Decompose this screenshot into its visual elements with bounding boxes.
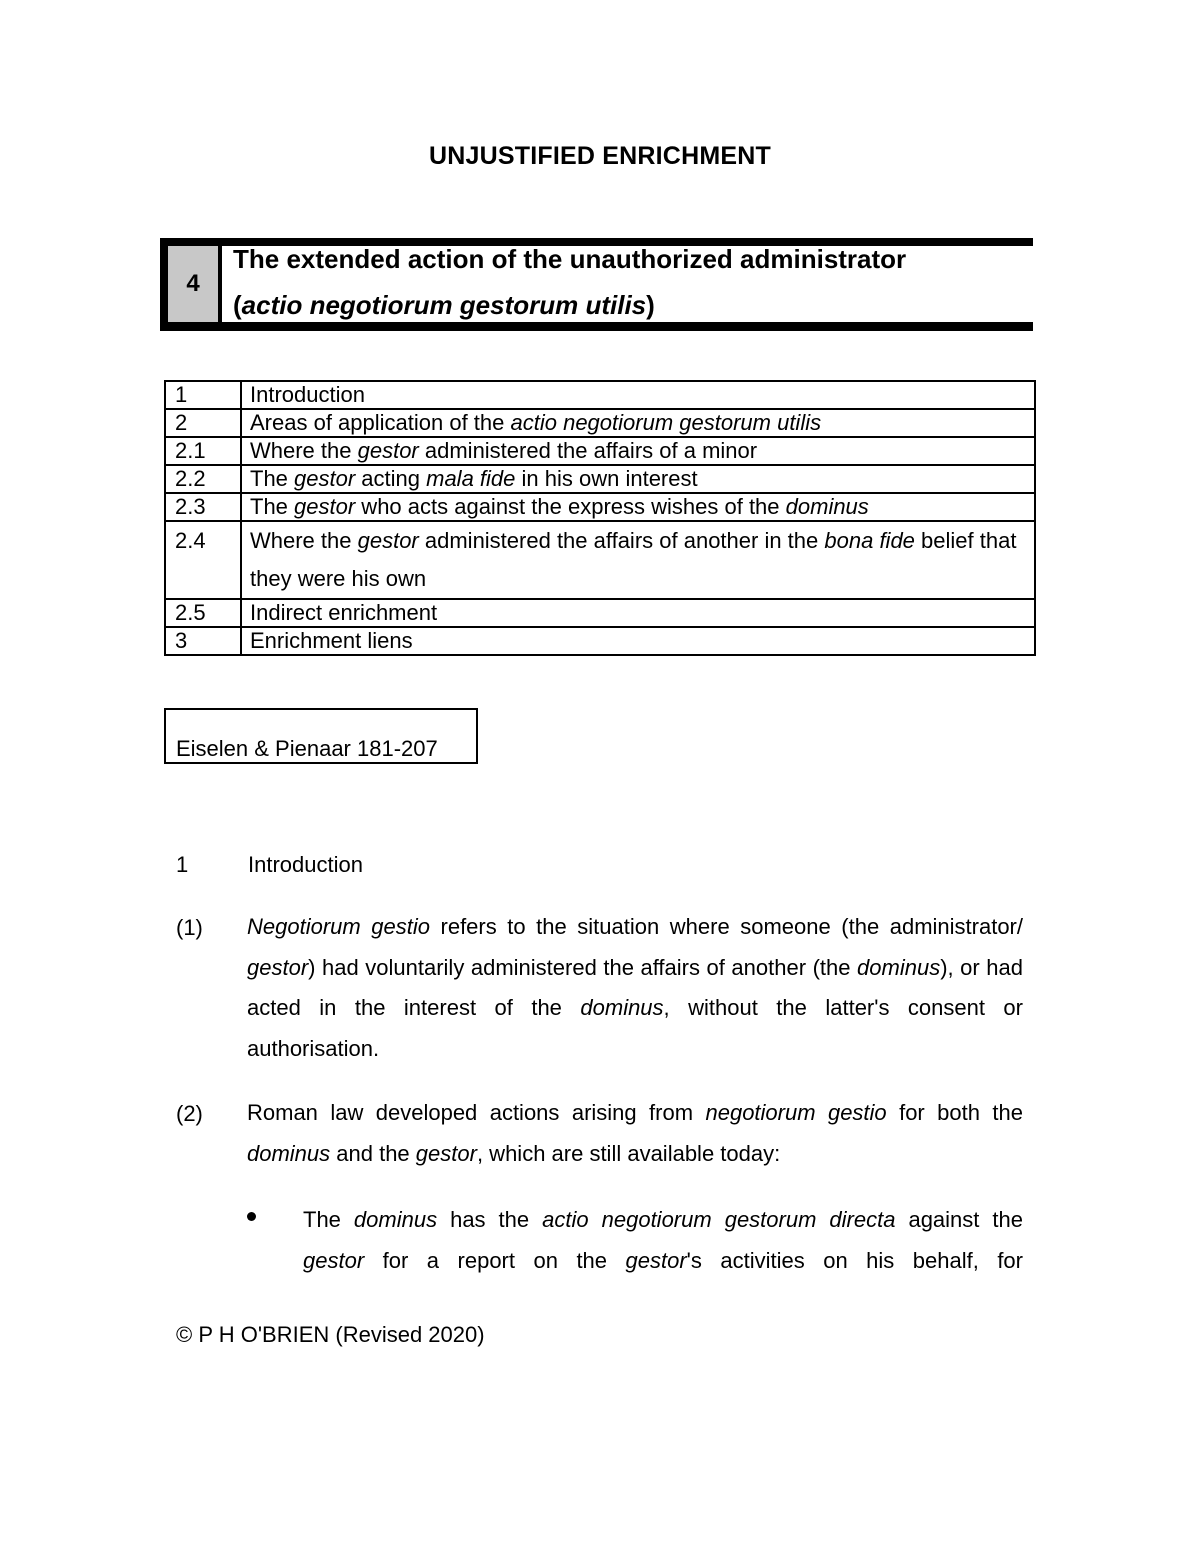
contents-number: 1 (165, 381, 241, 409)
text-run: Where the (250, 438, 358, 463)
text-run: for a report on the (364, 1247, 626, 1273)
contents-row (165, 599, 1035, 627)
chapter-title-close-paren: ) (646, 290, 655, 320)
text-run: Indirect enrichment (250, 600, 438, 625)
text-run: refers to the situation where someone (the administrator/ (429, 914, 1023, 939)
contents-number: 2.1 (165, 437, 241, 465)
reading-reference-box: Eiselen & Pienaar 181-207 (164, 708, 478, 764)
italic-term: Negotiorum gestio (247, 914, 430, 939)
text-run: Areas of application of the (250, 410, 511, 435)
contents-number: 2 (165, 409, 241, 437)
italic-term: gestor (294, 466, 356, 491)
contents-row (165, 493, 1035, 521)
text-run: The (303, 1207, 354, 1232)
italic-term: gestor (247, 954, 309, 980)
italic-term: gestor (357, 438, 419, 463)
contents-title (241, 521, 1035, 599)
contents-number: 2.4 (165, 521, 241, 599)
italic-term: dominus (857, 954, 941, 980)
contents-number: 2.5 (165, 599, 241, 627)
contents-title (241, 409, 1035, 437)
chapter-header-left-rule (160, 238, 168, 331)
italic-term: actio negotiorum gestorum directa (542, 1207, 896, 1232)
italic-term: gestor (357, 528, 419, 553)
contents-title (241, 493, 1035, 521)
contents-number: 2.2 (165, 465, 241, 493)
text-run: Where the (250, 528, 358, 553)
text-run: 's activities on his behalf, for (686, 1247, 1023, 1273)
italic-term: dominus (247, 1140, 331, 1166)
text-run: belief that they were his own (250, 528, 1017, 591)
contents-number: 2.3 (165, 493, 241, 521)
copyright-footer: © P H O'BRIEN (Revised 2020) (176, 1322, 485, 1347)
text-run: , without the latter's consent or authorisation. (247, 995, 1023, 1062)
text-run: ) had voluntarily administered the affairs of another (the (308, 954, 858, 980)
contents-row (165, 437, 1035, 465)
text-run: has the (437, 1207, 543, 1232)
italic-term: negotiorum gestio (705, 1100, 887, 1125)
contents-row (165, 409, 1035, 437)
paragraph-text (247, 1093, 1023, 1174)
chapter-number: 4 (168, 246, 222, 322)
contents-row (165, 627, 1035, 655)
contents-row (165, 465, 1035, 493)
italic-term: mala fide (426, 466, 516, 491)
contents-row (165, 521, 1035, 599)
contents-row (165, 381, 1035, 409)
contents-title (241, 437, 1035, 465)
chapter-title-latin: actio negotiorum gestorum utilis (241, 290, 647, 320)
text-run: administered the affairs of a minor (418, 438, 758, 463)
contents-title (241, 599, 1035, 627)
text-run: Roman law developed actions arising from (247, 1100, 706, 1125)
bullet-icon (247, 1212, 256, 1221)
italic-term: dominus (785, 494, 869, 519)
text-run: and the (330, 1140, 416, 1166)
text-run: The (250, 494, 295, 519)
section-title: Introduction (248, 852, 363, 877)
text-run: acting (355, 466, 427, 491)
chapter-header-bottom-rule (160, 322, 1033, 331)
contents-title (241, 381, 1035, 409)
chapter-title-line2 (233, 290, 655, 321)
text-run: The (250, 466, 295, 491)
text-run: against the (895, 1207, 1023, 1232)
chapter-title-open-paren: ( (233, 290, 242, 320)
italic-term: dominus (353, 1207, 438, 1232)
italic-term: dominus (580, 995, 664, 1021)
text-run: , which are still available today: (476, 1140, 781, 1166)
text-run: ), or had acted in the interest of the (247, 954, 1023, 1021)
document-title: UNJUSTIFIED ENRICHMENT (429, 142, 771, 170)
italic-term: gestor (625, 1247, 687, 1273)
chapter-title-line1: The extended action of the unauthorized administrator (233, 244, 907, 274)
contents-number: 3 (165, 627, 241, 655)
section-number: 1 (176, 852, 189, 877)
text-run: administered the affairs of another in the (418, 528, 825, 553)
paragraph-number: (1) (176, 915, 203, 940)
text-run: for both the (886, 1100, 1023, 1125)
paragraph-number: (2) (176, 1101, 203, 1126)
italic-term: gestor (415, 1140, 477, 1166)
italic-term: actio negotiorum gestorum utilis (510, 410, 822, 435)
text-run: Introduction (250, 382, 365, 407)
italic-term: bona fide (824, 528, 915, 553)
contents-title (241, 465, 1035, 493)
contents-table (164, 380, 1036, 656)
text-run: in his own interest (515, 466, 698, 491)
paragraph-text (247, 907, 1023, 1070)
contents-title (241, 627, 1035, 655)
italic-term: gestor (303, 1247, 365, 1273)
text-run: Enrichment liens (250, 628, 413, 653)
bullet-item-text (303, 1200, 1023, 1281)
italic-term: gestor (294, 494, 356, 519)
text-run: who acts against the express wishes of the (355, 494, 786, 519)
